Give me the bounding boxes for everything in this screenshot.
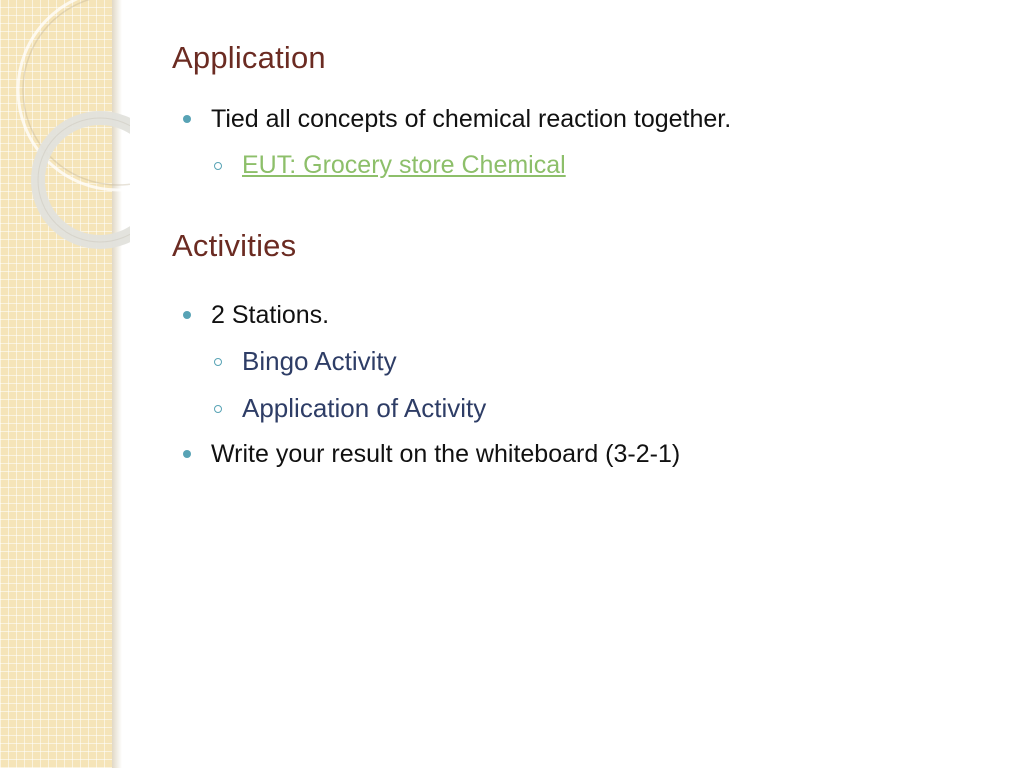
sub-bullet-marker bbox=[214, 162, 222, 170]
heading-application: Application bbox=[172, 40, 326, 75]
bullet-text: Tied all concepts of chemical reaction together. bbox=[211, 104, 732, 133]
bullet-item bbox=[183, 297, 329, 333]
bullet-item bbox=[183, 436, 680, 472]
sub-bullet-item bbox=[214, 390, 486, 426]
bullet-text: Write your result on the whiteboard (3-2-1) bbox=[211, 439, 681, 468]
bullet-marker bbox=[183, 450, 191, 458]
sub-bullet-marker bbox=[214, 405, 222, 413]
bullet-item bbox=[183, 101, 731, 137]
heading-activities: Activities bbox=[172, 228, 297, 263]
sub-bullet-text: Bingo Activity bbox=[242, 345, 397, 376]
bullet-text: 2 Stations. bbox=[211, 300, 330, 329]
bullet-marker bbox=[183, 115, 191, 123]
sub-bullet-marker bbox=[214, 358, 222, 366]
bullet-marker bbox=[183, 311, 191, 319]
sub-bullet-item bbox=[214, 147, 566, 183]
sub-bullet-text: Application of Activity bbox=[242, 392, 487, 423]
grocery-store-chemical-link[interactable]: EUT: Grocery store Chemical bbox=[242, 150, 566, 179]
decorative-rings bbox=[0, 0, 130, 260]
sub-bullet-item bbox=[214, 343, 397, 379]
